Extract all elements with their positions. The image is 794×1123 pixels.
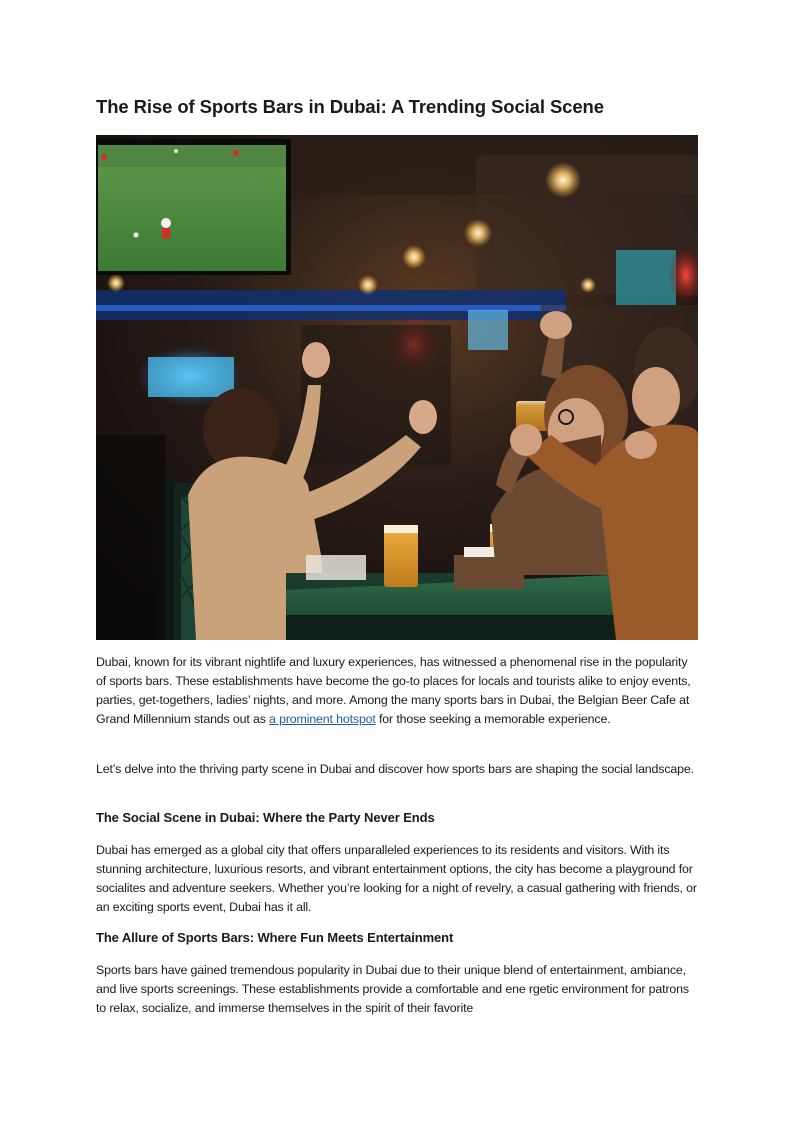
section-heading-social-scene: The Social Scene in Dubai: Where the Party Never Ends: [96, 810, 435, 825]
prominent-hotspot-link[interactable]: a prominent hotspot: [269, 712, 376, 726]
intro-paragraph: [96, 653, 700, 729]
section-body-social-scene: Dubai has emerged as a global city that offers unparalleled experiences to its residents and visitors. With its stunning architecture, luxurious resorts, and vibrant entertainment options, the city has become a playground for socialites and adventure seekers. Whether you’re looking for a night of revelry, a casual gathering with friends, or an exciting sports event, Dubai has it all.: [96, 843, 697, 914]
intro-text: Dubai, known for its vibrant nightlife and luxury experiences, has witnessed a phenomenal rise in the popularity of sports bars. These establishments have become the go-to places for locals and tourists alike to enjoy events, parties, get-togethers, ladies’ nights, and more. Among the many sports bars in Dubai, the Belgian Beer Cafe at Grand Millennium stands out as: [96, 655, 691, 726]
hero-image: [96, 135, 698, 640]
section-heading-allure: The Allure of Sports Bars: Where Fun Meets Entertainment: [96, 930, 454, 945]
article-title: The Rise of Sports Bars in Dubai: A Trending Social Scene: [96, 96, 604, 117]
intro-paragraph-2: Let’s delve into the thriving party scene in Dubai and discover how sports bars are shaping the social landscape.: [96, 762, 694, 776]
section-body-allure: Sports bars have gained tremendous popularity in Dubai due to their unique blend of entertainment, ambiance, and live sports screenings. These establishments provide a comfortable and ene rgetic environment for patrons to relax, socialize, and immerse themselves in the spirit of their favorite: [96, 963, 689, 1015]
tv-screen: [96, 139, 291, 275]
sports-bar-photo: [96, 135, 698, 640]
intro-text-end: for those seeking a memorable experience.: [375, 712, 611, 726]
